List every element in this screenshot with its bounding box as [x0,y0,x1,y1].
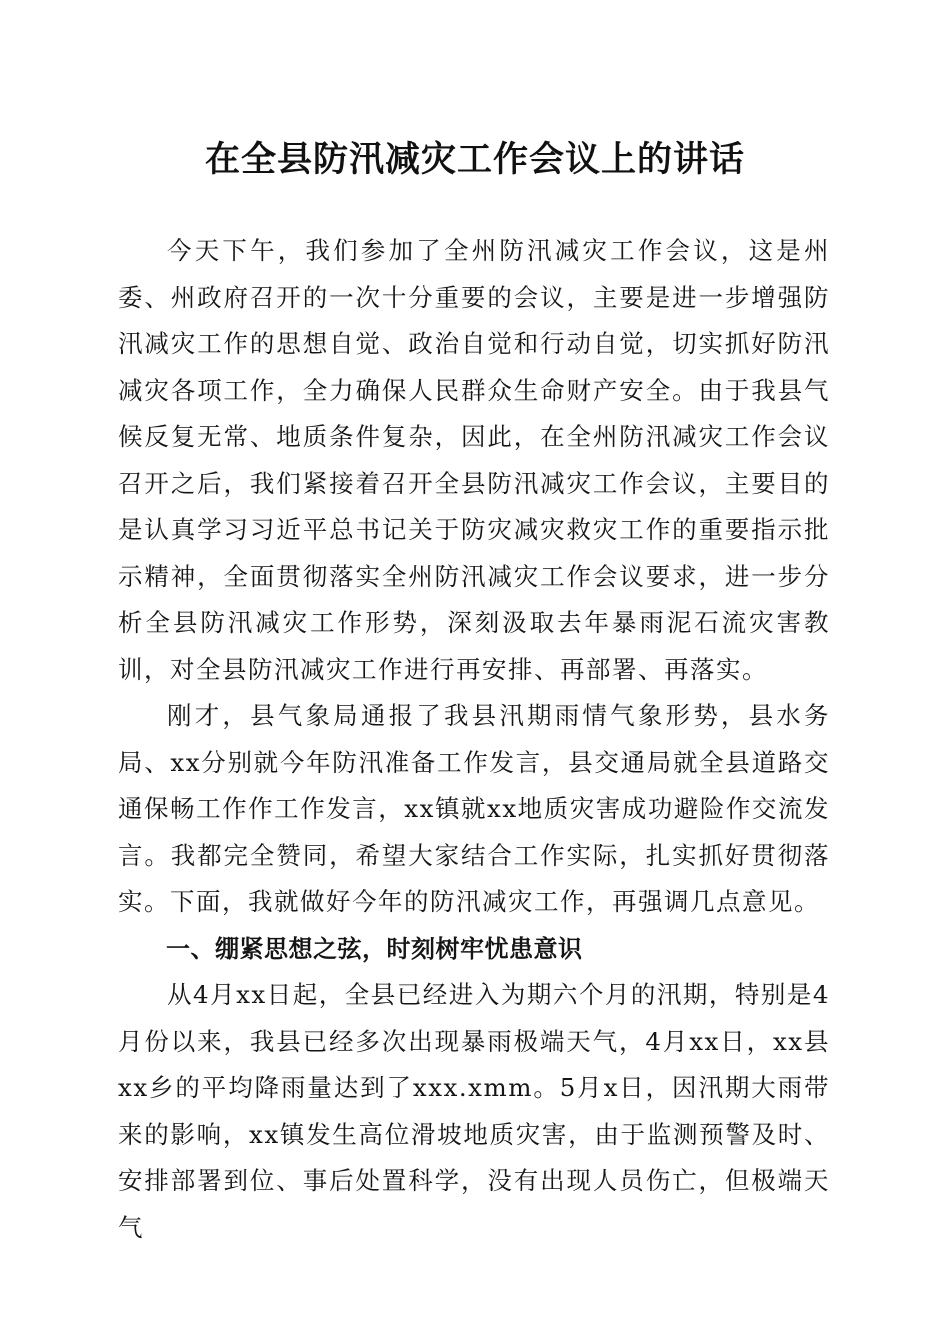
document-title: 在全县防汛减灾工作会议上的讲话 [204,139,745,180]
section-heading: 一、绷紧思想之弦，时刻树牢忧患意识 [166,934,583,963]
paragraph-reports: 刚才，县气象局通报了我县汛期雨情气象形势，县水务局、xx分别就今年防汛准备工作发言，县交通局就全县道路交通保畅工作作工作发言，xx镇就xx地质灾害成功避险作交流发言。我都完全赞同，希望大家结合工作实际，扎实抓好贯彻落实。下面，我就做好今年的防汛减灾工作，再强调几点意见。 [118,701,830,916]
document-body [118,228,830,1251]
paragraph-intro: 今天下午，我们参加了全州防汛减灾工作会议，这是州委、州政府召开的一次十分重要的会议，主要是进一步增强防汛减灾工作的思想自觉、政治自觉和行动自觉，切实抓好防汛减灾各项工作，全力确保人民群众生命财产安全。由于我县气候反复无常、地质条件复杂，因此，在全州防汛减灾工作会议召开之后，我们紧接着召开全县防汛减灾工作会议，主要目的是认真学习习近平总书记关于防灾减灾救灾工作的重要指示批示精神，全面贯彻落实全州防汛减灾工作会议要求，进一步分析全县防汛减灾工作形势，深刻汲取去年暴雨泥石流灾害教训，对全县防汛减灾工作进行再安排、再部署、再落实。 [118,236,830,684]
paragraph-section-one: 从4月xx日起，全县已经进入为期六个月的汛期，特别是4月份以来，我县已经多次出现暴雨极端天气，4月xx日，xx县xx乡的平均降雨量达到了xxx.xmm。5月x日，因汛期大雨带来的影响，xx镇发生高位滑坡地质灾害，由于监测预警及时、安排部署到位、事后处置科学，没有出现人员伤亡，但极端天气 [118,980,830,1242]
